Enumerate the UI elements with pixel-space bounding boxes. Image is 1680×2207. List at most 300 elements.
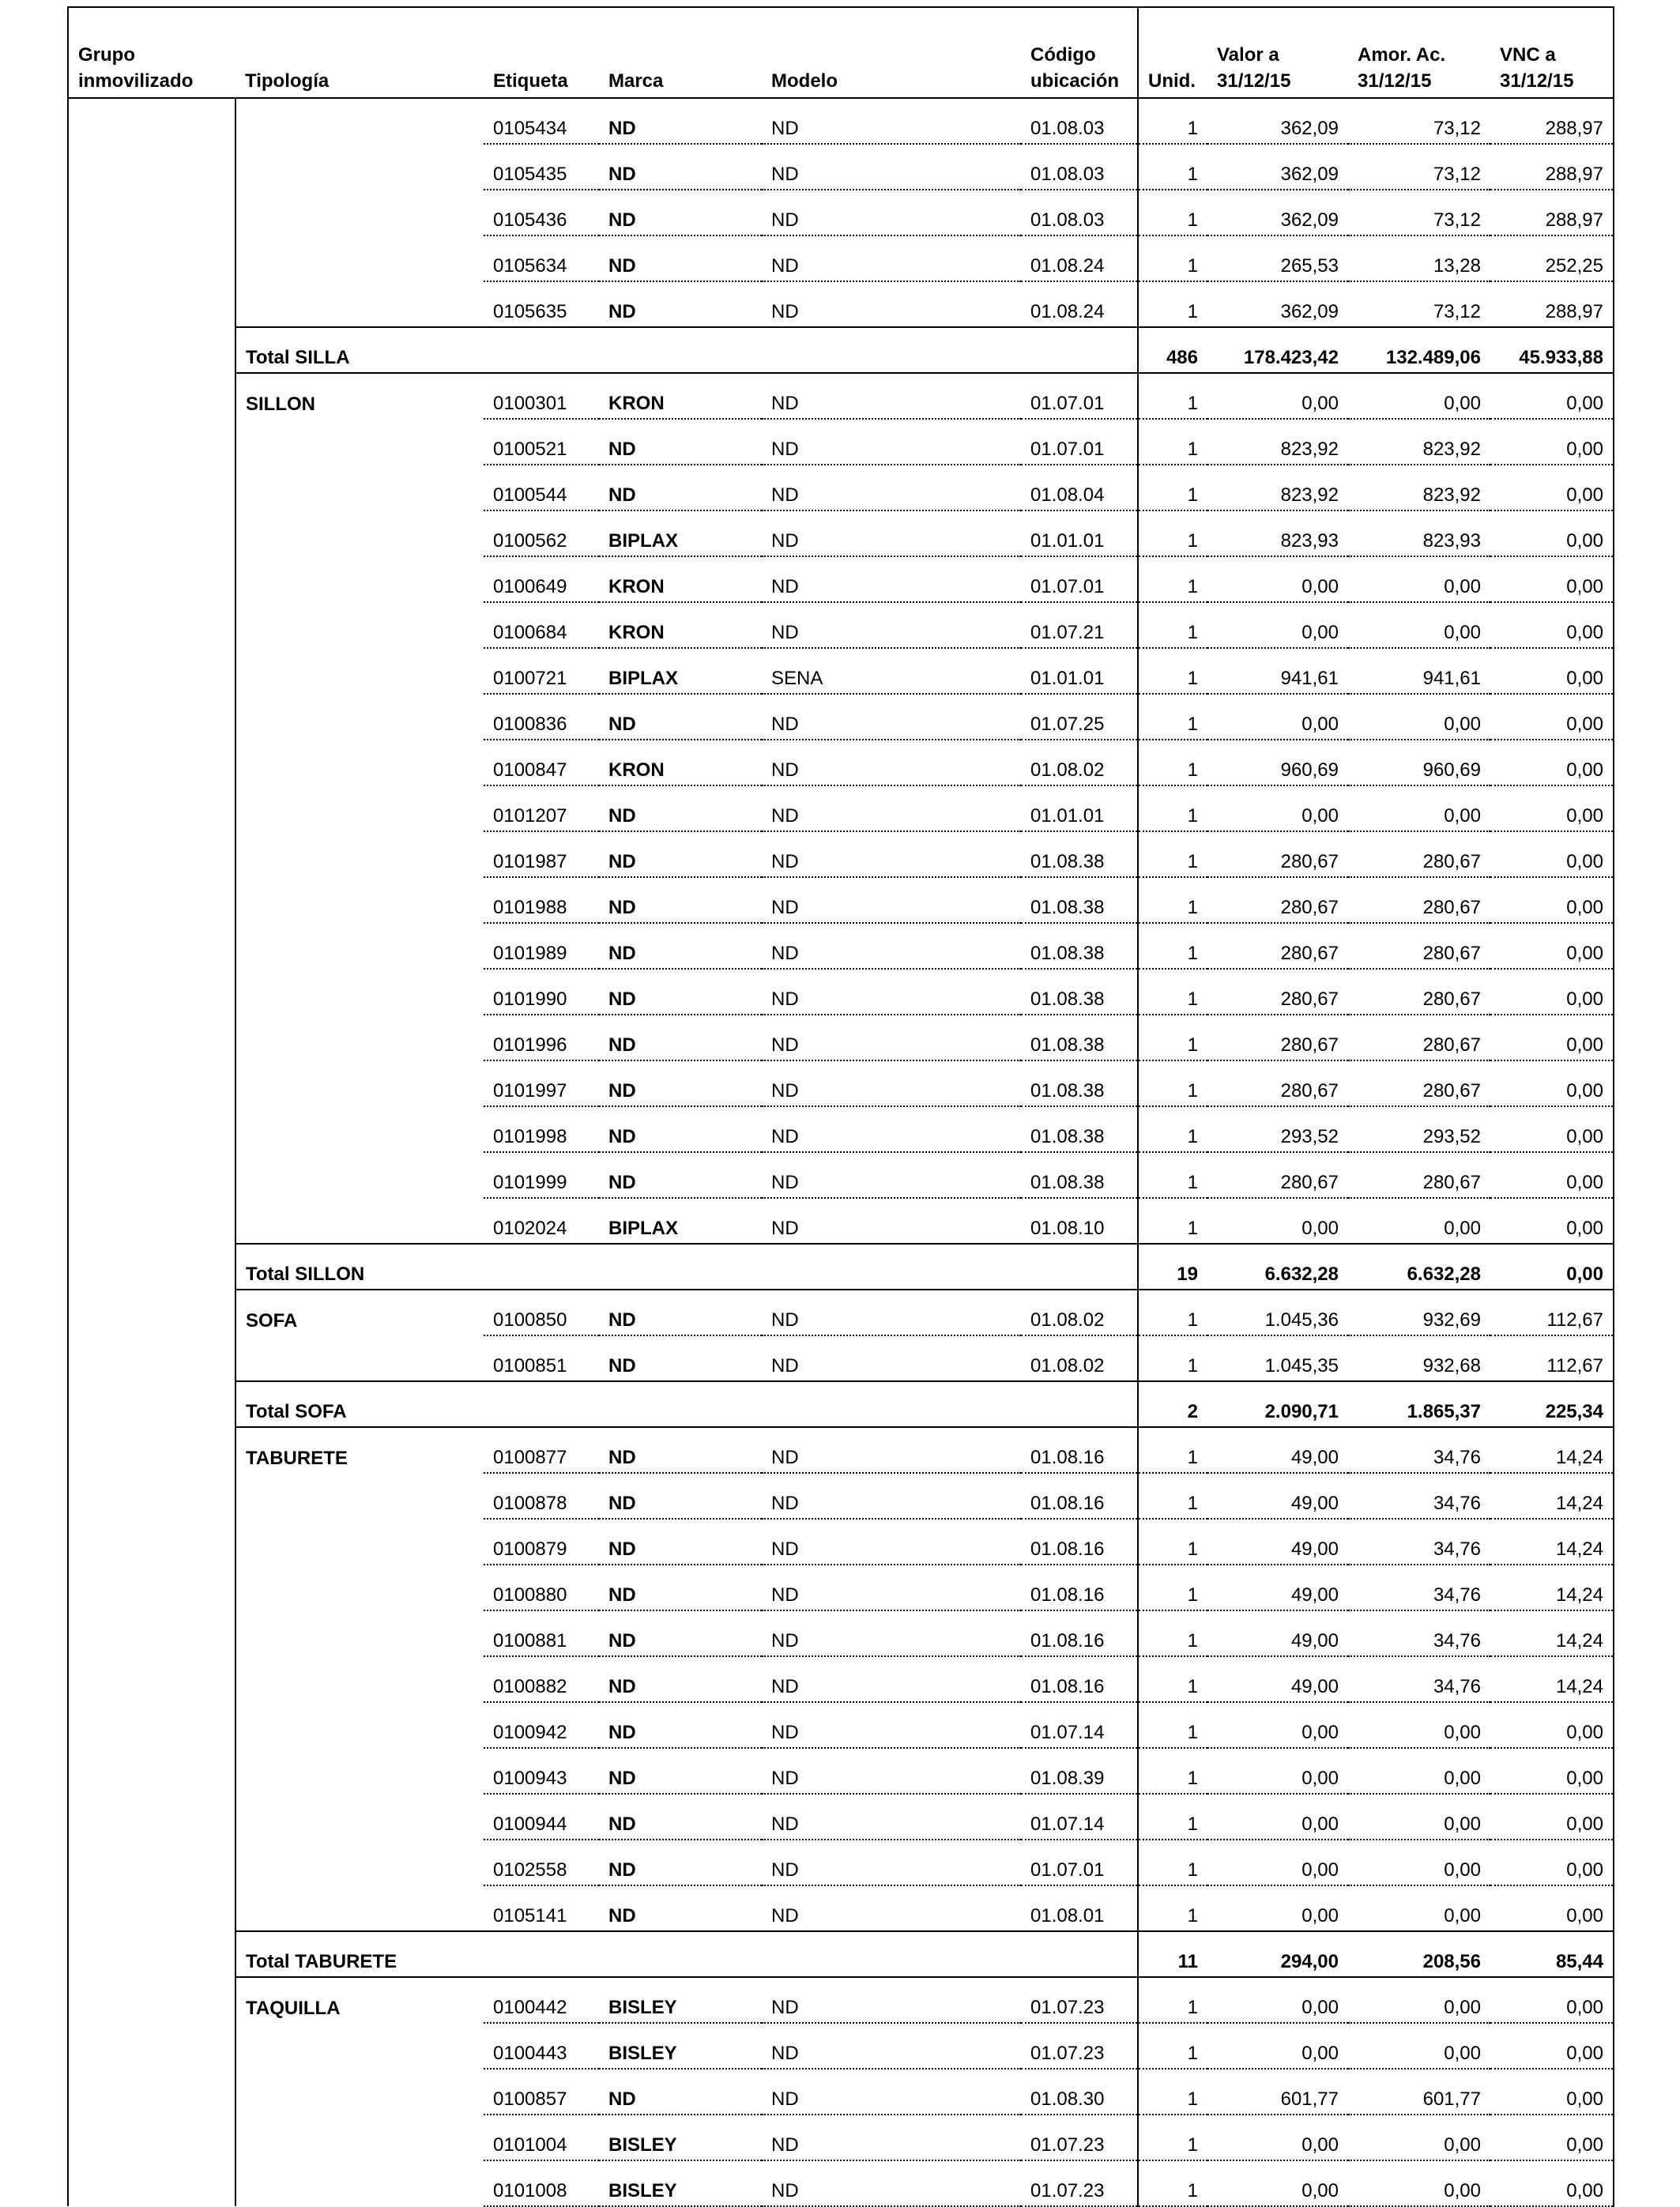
marca-cell: ND (599, 98, 762, 144)
total-row (68, 1381, 1614, 1427)
vnc-cell: 0,00 (1490, 694, 1614, 740)
vnc-cell: 14,24 (1490, 1610, 1614, 1656)
etiqueta-cell: 0101987 (484, 831, 599, 877)
tipologia-cell (235, 923, 484, 969)
modelo-cell: ND (762, 1885, 1021, 1931)
marca-cell: BISLEY (599, 1977, 762, 2023)
table-row (68, 2023, 1614, 2069)
codigo-cell: 01.08.39 (1021, 1748, 1138, 1794)
table-row (68, 1748, 1614, 1794)
modelo-cell: ND (762, 1519, 1021, 1565)
valor-cell: 362,09 (1207, 190, 1348, 235)
etiqueta-cell: 0100301 (484, 373, 599, 419)
modelo-cell: ND (762, 98, 1021, 144)
total-valor: 2.090,71 (1207, 1381, 1348, 1427)
amor-cell: 34,76 (1348, 1519, 1490, 1565)
grupo-cell (68, 1565, 235, 1610)
vnc-cell: 288,97 (1490, 281, 1614, 327)
modelo-cell: ND (762, 1335, 1021, 1381)
codigo-cell: 01.08.38 (1021, 1060, 1138, 1106)
vnc-cell: 252,25 (1490, 235, 1614, 281)
marca-cell: ND (599, 969, 762, 1015)
etiqueta-cell: 0100943 (484, 1748, 599, 1794)
vnc-cell: 14,24 (1490, 1565, 1614, 1610)
tipologia-cell (235, 2115, 484, 2160)
valor-cell: 0,00 (1207, 2115, 1348, 2160)
etiqueta-cell: 0100857 (484, 2069, 599, 2115)
table-row (68, 785, 1614, 831)
etiqueta-cell: 0105635 (484, 281, 599, 327)
vnc-cell: 0,00 (1490, 1152, 1614, 1198)
etiqueta-cell: 0100880 (484, 1565, 599, 1610)
vnc-cell: 0,00 (1490, 419, 1614, 465)
grupo-cell (68, 235, 235, 281)
marca-cell: KRON (599, 373, 762, 419)
vnc-cell: 0,00 (1490, 1198, 1614, 1244)
total-vnc: 225,34 (1490, 1381, 1614, 1427)
vnc-cell: 0,00 (1490, 2023, 1614, 2069)
codigo-cell: 01.07.01 (1021, 556, 1138, 602)
amor-cell: 0,00 (1348, 602, 1490, 648)
marca-cell: ND (599, 1015, 762, 1060)
amor-cell: 823,92 (1348, 465, 1490, 510)
valor-cell: 0,00 (1207, 1794, 1348, 1840)
total-row (68, 327, 1614, 373)
grupo-cell (68, 2115, 235, 2160)
codigo-cell: 01.08.16 (1021, 1427, 1138, 1473)
tipologia-cell (235, 1748, 484, 1794)
vnc-cell: 0,00 (1490, 969, 1614, 1015)
vnc-cell: 0,00 (1490, 1794, 1614, 1840)
valor-cell: 280,67 (1207, 1152, 1348, 1198)
codigo-cell: 01.08.03 (1021, 144, 1138, 190)
vnc-cell: 112,67 (1490, 1290, 1614, 1335)
unid-cell: 1 (1138, 1152, 1207, 1198)
marca-cell: ND (599, 144, 762, 190)
tipologia-cell (235, 1060, 484, 1106)
header-etiqueta: Etiqueta (484, 7, 599, 98)
amor-cell: 0,00 (1348, 694, 1490, 740)
modelo-cell: ND (762, 510, 1021, 556)
marca-cell: ND (599, 1748, 762, 1794)
etiqueta-cell: 0101207 (484, 785, 599, 831)
codigo-cell: 01.08.24 (1021, 235, 1138, 281)
codigo-cell: 01.08.10 (1021, 1198, 1138, 1244)
tipologia-cell (235, 1840, 484, 1885)
total-label: Total SILLA (235, 327, 1138, 373)
etiqueta-cell: 0100850 (484, 1290, 599, 1335)
tipologia-cell: SOFA (235, 1290, 484, 1335)
tipologia-cell (235, 969, 484, 1015)
grupo-cell (68, 1198, 235, 1244)
modelo-cell: ND (762, 1198, 1021, 1244)
total-unid: 11 (1138, 1931, 1207, 1977)
codigo-cell: 01.08.02 (1021, 740, 1138, 785)
tipologia-cell: TAQUILLA (235, 1977, 484, 2023)
codigo-cell: 01.08.02 (1021, 1290, 1138, 1335)
grupo-cell (68, 1885, 235, 1931)
amor-cell: 0,00 (1348, 1885, 1490, 1931)
codigo-cell: 01.08.38 (1021, 969, 1138, 1015)
modelo-cell: ND (762, 1106, 1021, 1152)
grupo-cell (68, 1427, 235, 1473)
marca-cell: ND (599, 877, 762, 923)
table-row (68, 1610, 1614, 1656)
marca-cell: ND (599, 1427, 762, 1473)
table-row (68, 1977, 1614, 2023)
etiqueta-cell: 0100879 (484, 1519, 599, 1565)
marca-cell: ND (599, 465, 762, 510)
tipologia-cell (235, 1198, 484, 1244)
unid-cell: 1 (1138, 1060, 1207, 1106)
amor-cell: 280,67 (1348, 1152, 1490, 1198)
valor-cell: 1.045,35 (1207, 1335, 1348, 1381)
table-row (68, 1060, 1614, 1106)
vnc-cell: 0,00 (1490, 1702, 1614, 1748)
table-row (68, 1152, 1614, 1198)
etiqueta-cell: 0100882 (484, 1656, 599, 1702)
amor-cell: 0,00 (1348, 1198, 1490, 1244)
modelo-cell: ND (762, 740, 1021, 785)
amor-cell: 960,69 (1348, 740, 1490, 785)
modelo-cell: ND (762, 1977, 1021, 2023)
unid-cell: 1 (1138, 831, 1207, 877)
grupo-cell (68, 969, 235, 1015)
codigo-cell: 01.01.01 (1021, 510, 1138, 556)
valor-cell: 0,00 (1207, 1748, 1348, 1794)
vnc-cell: 0,00 (1490, 2115, 1614, 2160)
marca-cell: ND (599, 1473, 762, 1519)
amor-cell: 0,00 (1348, 1977, 1490, 2023)
unid-cell: 1 (1138, 2160, 1207, 2206)
grupo-cell (68, 1977, 235, 2023)
grupo-cell (68, 831, 235, 877)
valor-cell: 49,00 (1207, 1519, 1348, 1565)
amor-cell: 34,76 (1348, 1565, 1490, 1610)
vnc-cell: 0,00 (1490, 510, 1614, 556)
marca-cell: BISLEY (599, 2115, 762, 2160)
table-row (68, 1198, 1614, 1244)
table-row (68, 1656, 1614, 1702)
vnc-cell: 14,24 (1490, 1473, 1614, 1519)
etiqueta-cell: 0100443 (484, 2023, 599, 2069)
vnc-cell: 112,67 (1490, 1335, 1614, 1381)
tipologia-cell (235, 2160, 484, 2206)
valor-cell: 0,00 (1207, 1198, 1348, 1244)
codigo-cell: 01.08.04 (1021, 465, 1138, 510)
unid-cell: 1 (1138, 1702, 1207, 1748)
marca-cell: ND (599, 1656, 762, 1702)
amor-cell: 0,00 (1348, 373, 1490, 419)
modelo-cell: ND (762, 190, 1021, 235)
etiqueta-cell: 0105435 (484, 144, 599, 190)
table-row (68, 419, 1614, 465)
unid-cell: 1 (1138, 235, 1207, 281)
table-row (68, 1015, 1614, 1060)
valor-cell: 49,00 (1207, 1656, 1348, 1702)
table-row (68, 2069, 1614, 2115)
tipologia-cell (235, 831, 484, 877)
etiqueta-cell: 0100944 (484, 1794, 599, 1840)
valor-cell: 362,09 (1207, 281, 1348, 327)
amor-cell: 34,76 (1348, 1610, 1490, 1656)
etiqueta-cell: 0101988 (484, 877, 599, 923)
etiqueta-cell: 0100878 (484, 1473, 599, 1519)
grupo-cell (68, 1748, 235, 1794)
total-label: Total TABURETE (235, 1931, 1138, 1977)
unid-cell: 1 (1138, 1290, 1207, 1335)
amor-cell: 941,61 (1348, 648, 1490, 694)
tipologia-cell (235, 1656, 484, 1702)
grupo-cell (68, 740, 235, 785)
modelo-cell: ND (762, 1152, 1021, 1198)
valor-cell: 0,00 (1207, 556, 1348, 602)
unid-cell: 1 (1138, 1794, 1207, 1840)
tipologia-cell (235, 144, 484, 190)
modelo-cell: ND (762, 1015, 1021, 1060)
valor-cell: 823,92 (1207, 465, 1348, 510)
table-row (68, 923, 1614, 969)
table-row (68, 602, 1614, 648)
tipologia-cell (235, 1015, 484, 1060)
modelo-cell: ND (762, 877, 1021, 923)
modelo-cell: ND (762, 144, 1021, 190)
vnc-cell: 288,97 (1490, 190, 1614, 235)
codigo-cell: 01.08.38 (1021, 923, 1138, 969)
codigo-cell: 01.07.01 (1021, 1840, 1138, 1885)
marca-cell: ND (599, 1519, 762, 1565)
marca-cell: ND (599, 190, 762, 235)
unid-cell: 1 (1138, 1656, 1207, 1702)
marca-cell: ND (599, 281, 762, 327)
table-header (68, 7, 1614, 98)
grupo-cell (68, 1840, 235, 1885)
valor-cell: 0,00 (1207, 1840, 1348, 1885)
unid-cell: 1 (1138, 1427, 1207, 1473)
vnc-cell: 14,24 (1490, 1656, 1614, 1702)
grupo-cell (68, 1015, 235, 1060)
grupo-cell (68, 694, 235, 740)
table-row (68, 2115, 1614, 2160)
unid-cell: 1 (1138, 2023, 1207, 2069)
unid-cell: 1 (1138, 1840, 1207, 1885)
marca-cell: ND (599, 1060, 762, 1106)
table-row (68, 1290, 1614, 1335)
codigo-cell: 01.07.14 (1021, 1702, 1138, 1748)
tipologia-cell (235, 98, 484, 144)
vnc-cell: 288,97 (1490, 144, 1614, 190)
amor-cell: 0,00 (1348, 556, 1490, 602)
vnc-cell: 0,00 (1490, 1060, 1614, 1106)
vnc-cell: 0,00 (1490, 465, 1614, 510)
codigo-cell: 01.07.23 (1021, 2115, 1138, 2160)
total-amor: 208,56 (1348, 1931, 1490, 1977)
valor-cell: 823,92 (1207, 419, 1348, 465)
codigo-cell: 01.08.16 (1021, 1565, 1138, 1610)
unid-cell: 1 (1138, 190, 1207, 235)
tipologia-cell (235, 1702, 484, 1748)
etiqueta-cell: 0101008 (484, 2160, 599, 2206)
table-row (68, 1335, 1614, 1381)
modelo-cell: ND (762, 831, 1021, 877)
unid-cell: 1 (1138, 1565, 1207, 1610)
marca-cell: BIPLAX (599, 510, 762, 556)
tipologia-cell: TABURETE (235, 1427, 484, 1473)
tipologia-cell (235, 877, 484, 923)
header-marca: Marca (599, 7, 762, 98)
amor-cell: 293,52 (1348, 1106, 1490, 1152)
etiqueta-cell: 0100851 (484, 1335, 599, 1381)
grupo-cell (68, 1519, 235, 1565)
unid-cell: 1 (1138, 98, 1207, 144)
amor-cell: 73,12 (1348, 190, 1490, 235)
tipologia-cell (235, 281, 484, 327)
valor-cell: 960,69 (1207, 740, 1348, 785)
modelo-cell: ND (762, 785, 1021, 831)
tipologia-cell (235, 1519, 484, 1565)
modelo-cell: ND (762, 235, 1021, 281)
tipologia-cell (235, 694, 484, 740)
unid-cell: 1 (1138, 1977, 1207, 2023)
vnc-cell: 0,00 (1490, 923, 1614, 969)
vnc-cell: 0,00 (1490, 2160, 1614, 2206)
total-valor: 6.632,28 (1207, 1244, 1348, 1290)
codigo-cell: 01.08.30 (1021, 2069, 1138, 2115)
vnc-cell: 0,00 (1490, 740, 1614, 785)
amor-cell: 280,67 (1348, 969, 1490, 1015)
unid-cell: 1 (1138, 2069, 1207, 2115)
valor-cell: 0,00 (1207, 1977, 1348, 2023)
table-row (68, 1565, 1614, 1610)
etiqueta-cell: 0100562 (484, 510, 599, 556)
modelo-cell: ND (762, 1473, 1021, 1519)
table-row (68, 510, 1614, 556)
total-valor: 294,00 (1207, 1931, 1348, 1977)
etiqueta-cell: 0101989 (484, 923, 599, 969)
modelo-cell: ND (762, 1794, 1021, 1840)
grupo-cell (68, 510, 235, 556)
valor-cell: 941,61 (1207, 648, 1348, 694)
modelo-cell: ND (762, 1565, 1021, 1610)
amor-cell: 0,00 (1348, 2115, 1490, 2160)
valor-cell: 280,67 (1207, 969, 1348, 1015)
grupo-cell (68, 1381, 235, 1427)
table-row (68, 1106, 1614, 1152)
marca-cell: ND (599, 923, 762, 969)
unid-cell: 1 (1138, 1748, 1207, 1794)
etiqueta-cell: 0101990 (484, 969, 599, 1015)
vnc-cell: 0,00 (1490, 1015, 1614, 1060)
marca-cell: ND (599, 1794, 762, 1840)
valor-cell: 280,67 (1207, 923, 1348, 969)
total-unid: 486 (1138, 327, 1207, 373)
total-vnc: 85,44 (1490, 1931, 1614, 1977)
total-vnc: 45.933,88 (1490, 327, 1614, 373)
marca-cell: KRON (599, 556, 762, 602)
table-row (68, 1794, 1614, 1840)
vnc-cell: 0,00 (1490, 373, 1614, 419)
codigo-cell: 01.01.01 (1021, 785, 1138, 831)
amor-cell: 0,00 (1348, 785, 1490, 831)
unid-cell: 1 (1138, 2115, 1207, 2160)
total-valor: 178.423,42 (1207, 327, 1348, 373)
grupo-cell (68, 1931, 235, 1977)
table-row (68, 1427, 1614, 1473)
unid-cell: 1 (1138, 740, 1207, 785)
marca-cell: ND (599, 785, 762, 831)
modelo-cell: ND (762, 2160, 1021, 2206)
valor-cell: 0,00 (1207, 1885, 1348, 1931)
grupo-cell (68, 419, 235, 465)
codigo-cell: 01.08.16 (1021, 1610, 1138, 1656)
amor-cell: 823,93 (1348, 510, 1490, 556)
marca-cell: BISLEY (599, 2160, 762, 2206)
table-row (68, 281, 1614, 327)
header-grupo: Grupo inmovilizado (68, 7, 235, 98)
valor-cell: 49,00 (1207, 1610, 1348, 1656)
etiqueta-cell: 0100881 (484, 1610, 599, 1656)
amor-cell: 73,12 (1348, 144, 1490, 190)
table-row (68, 2160, 1614, 2206)
etiqueta-cell: 0105434 (484, 98, 599, 144)
codigo-cell: 01.08.38 (1021, 877, 1138, 923)
amor-cell: 0,00 (1348, 2023, 1490, 2069)
modelo-cell: ND (762, 2115, 1021, 2160)
header-valor: Valor a 31/12/15 (1207, 7, 1348, 98)
grupo-cell (68, 785, 235, 831)
tipologia-cell (235, 556, 484, 602)
unid-cell: 1 (1138, 1015, 1207, 1060)
unid-cell: 1 (1138, 373, 1207, 419)
amor-cell: 73,12 (1348, 98, 1490, 144)
etiqueta-cell: 0105634 (484, 235, 599, 281)
modelo-cell: ND (762, 1427, 1021, 1473)
unid-cell: 1 (1138, 648, 1207, 694)
codigo-cell: 01.08.24 (1021, 281, 1138, 327)
tipologia-cell (235, 740, 484, 785)
etiqueta-cell: 0100684 (484, 602, 599, 648)
total-label: Total SILLON (235, 1244, 1138, 1290)
valor-cell: 49,00 (1207, 1565, 1348, 1610)
grupo-cell (68, 2160, 235, 2206)
amor-cell: 0,00 (1348, 2160, 1490, 2206)
grupo-cell (68, 556, 235, 602)
valor-cell: 0,00 (1207, 694, 1348, 740)
amor-cell: 0,00 (1348, 1840, 1490, 1885)
modelo-cell: ND (762, 2023, 1021, 2069)
grupo-cell (68, 1335, 235, 1381)
marca-cell: ND (599, 1106, 762, 1152)
header-tipologia: Tipología (235, 7, 484, 98)
valor-cell: 293,52 (1207, 1106, 1348, 1152)
etiqueta-cell: 0100877 (484, 1427, 599, 1473)
table-row (68, 1885, 1614, 1931)
vnc-cell: 0,00 (1490, 831, 1614, 877)
total-label: Total SOFA (235, 1381, 1138, 1427)
amor-cell: 34,76 (1348, 1473, 1490, 1519)
table-row (68, 740, 1614, 785)
modelo-cell: ND (762, 969, 1021, 1015)
vnc-cell: 0,00 (1490, 2069, 1614, 2115)
valor-cell: 280,67 (1207, 831, 1348, 877)
tipologia-cell (235, 1885, 484, 1931)
marca-cell: ND (599, 1152, 762, 1198)
valor-cell: 823,93 (1207, 510, 1348, 556)
modelo-cell: ND (762, 1702, 1021, 1748)
etiqueta-cell: 0100721 (484, 648, 599, 694)
tipologia-cell (235, 1610, 484, 1656)
amor-cell: 280,67 (1348, 1015, 1490, 1060)
